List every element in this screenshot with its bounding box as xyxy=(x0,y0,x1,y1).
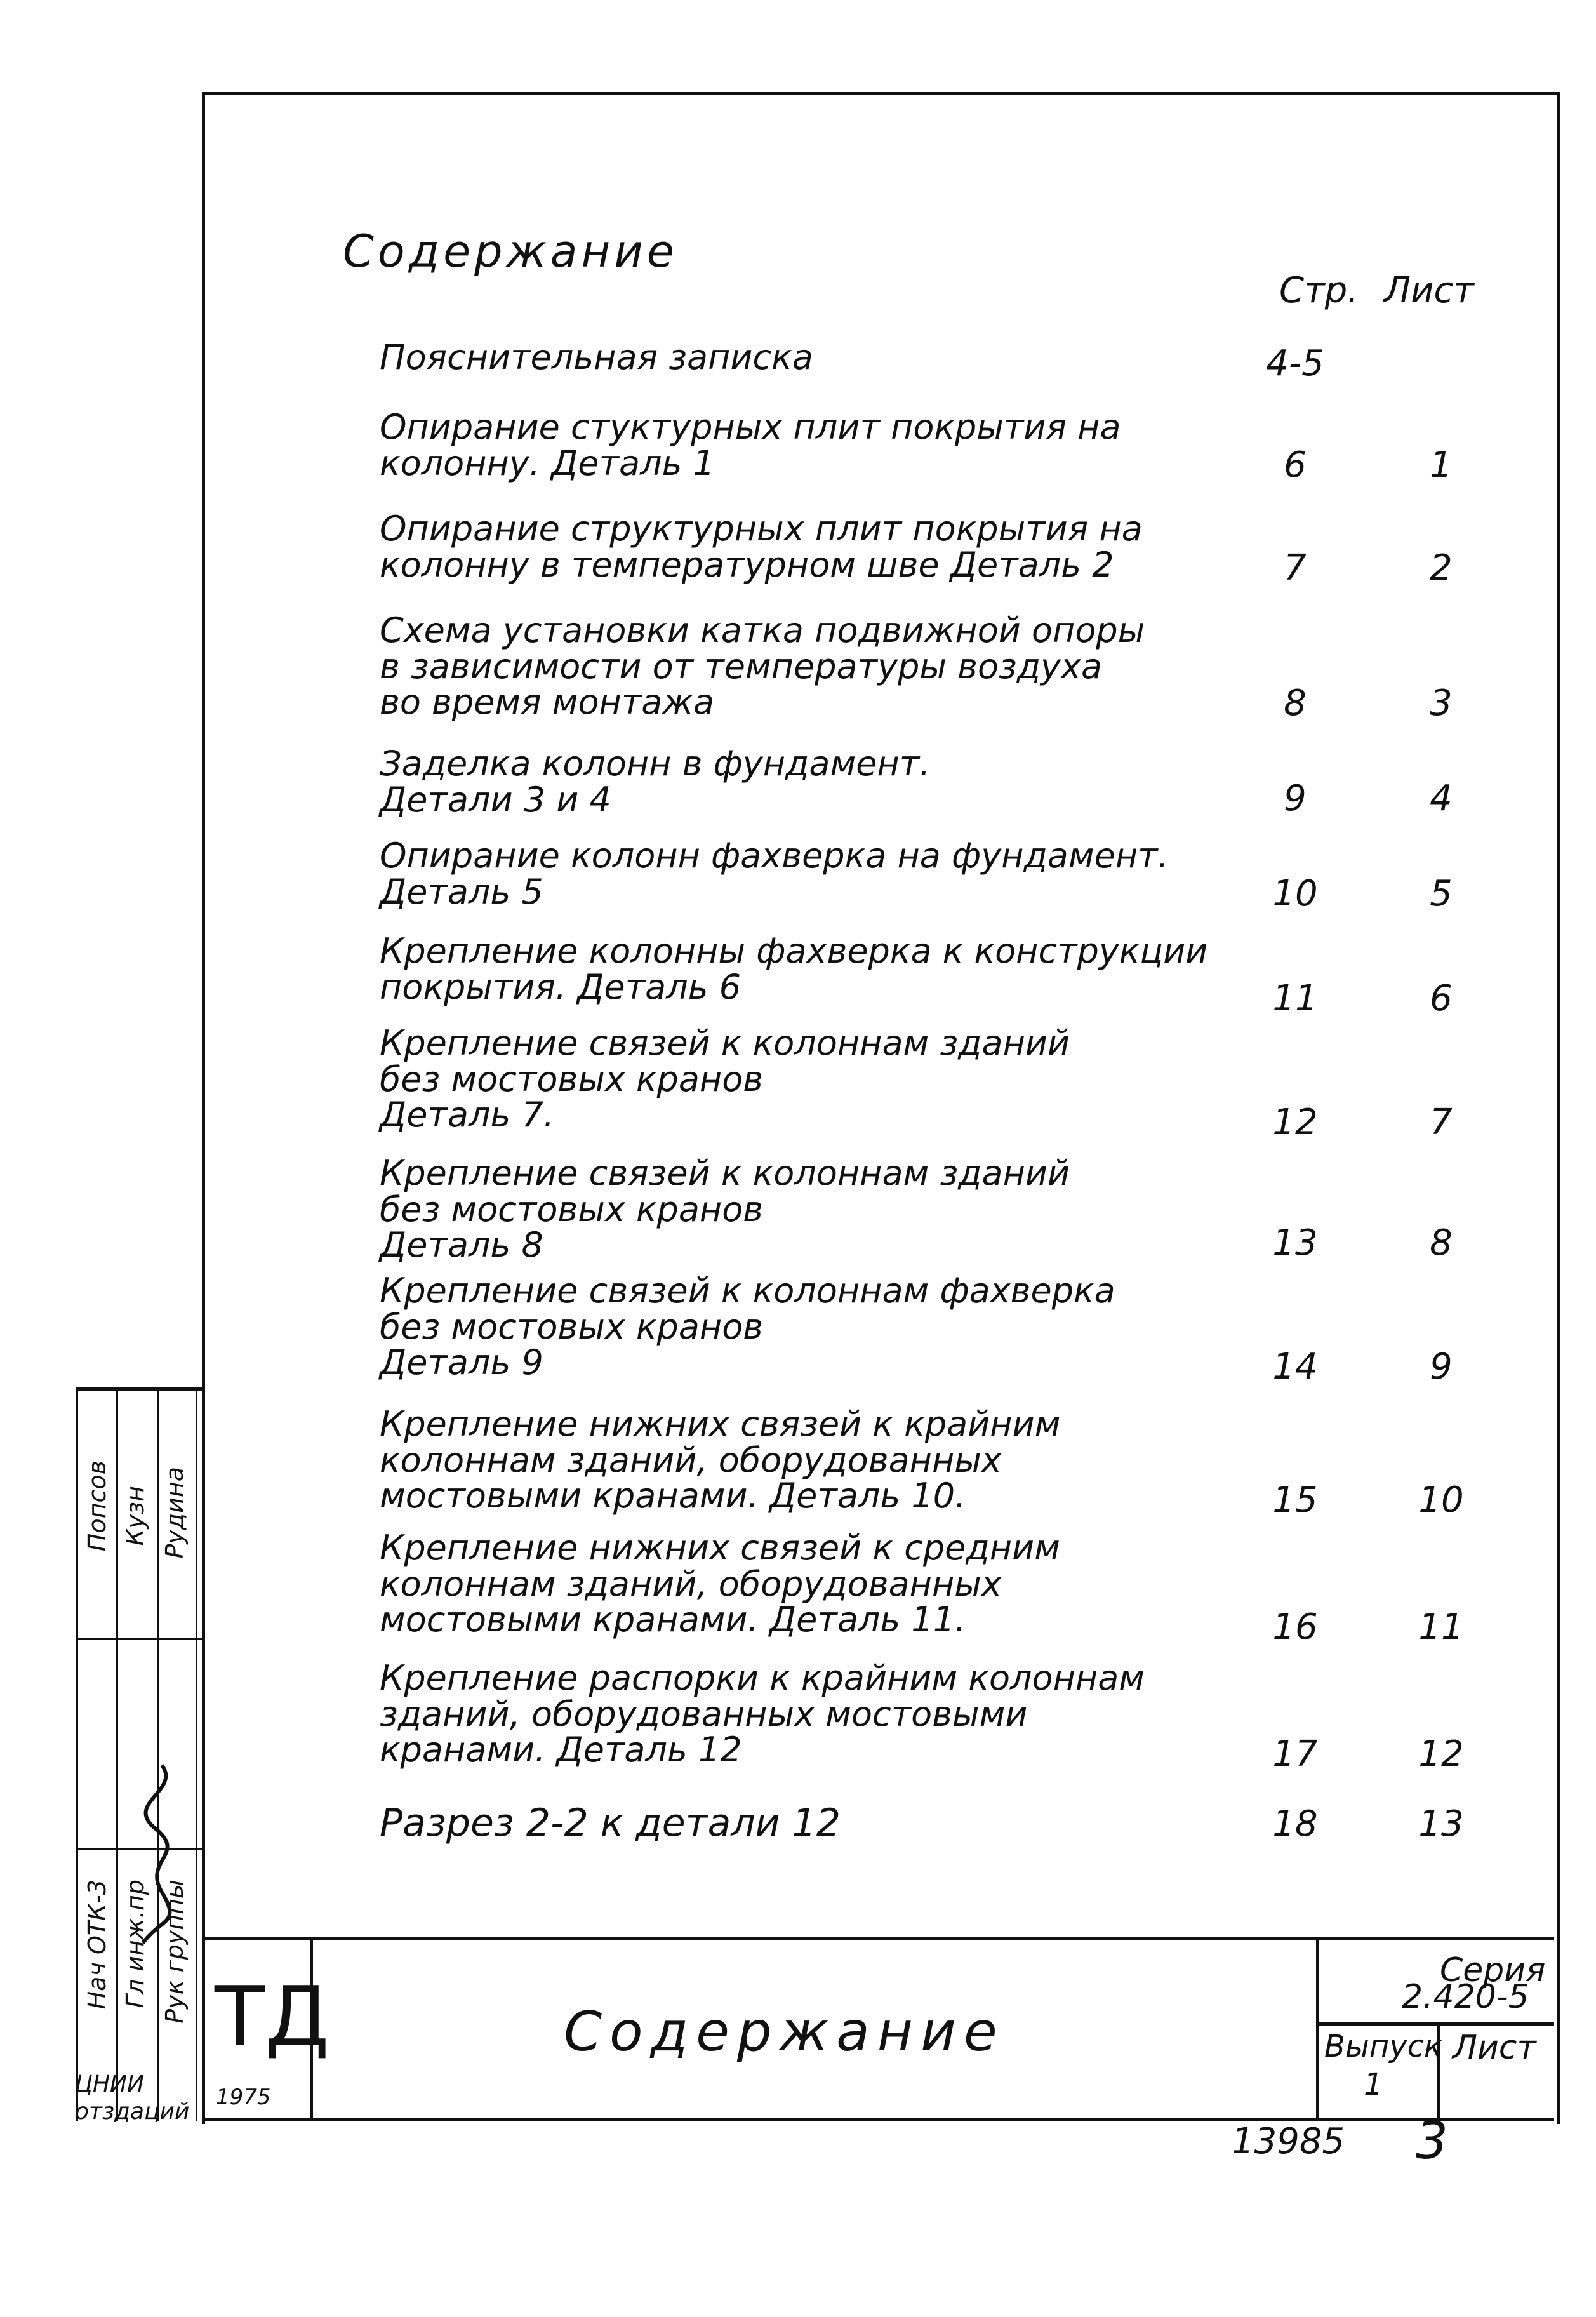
page-number: 3 xyxy=(1416,2111,1448,2170)
signature-icon xyxy=(136,1753,200,1956)
toc-sheet: 7 xyxy=(1430,1102,1453,1143)
series-label: Серия xyxy=(1440,1951,1546,1989)
archive-number: 13985 xyxy=(1232,2121,1345,2162)
toc-entry: Заделка колонн в фундамент. Детали 3 и 4 xyxy=(380,744,931,820)
title-block xyxy=(202,1937,1554,2121)
toc-entry: Крепление нижних связей к средним колоннам зданий, оборудованных мостовыми кранами. Деталь 11. xyxy=(380,1528,1060,1640)
toc-entry: Опирание стуктурных плит покрытия на колонну. Деталь 1 xyxy=(380,407,1121,483)
toc-page: 16 xyxy=(1272,1606,1318,1648)
toc-entry: Опирание колонн фахверка на фундамент. Деталь 5 xyxy=(380,836,1169,912)
stamp-name: Кузн xyxy=(121,1486,149,1546)
toc-page: 17 xyxy=(1272,1733,1318,1775)
toc-sheet: 13 xyxy=(1418,1803,1464,1845)
toc-sheet: 9 xyxy=(1430,1346,1453,1387)
toc-page: 7 xyxy=(1284,547,1307,589)
toc-page: 8 xyxy=(1284,683,1307,724)
toc-entry: Разрез 2-2 к детали 12 xyxy=(380,1801,841,1845)
title-block-info xyxy=(1316,1940,1554,2118)
series-value: 2.420-5 xyxy=(1402,1978,1529,2016)
toc-sheet: 4 xyxy=(1430,778,1453,819)
logo-cell xyxy=(202,1940,329,2118)
toc-entry: Схема установки катка подвижной опоры в зависимости от температуры воздуха во время монтажа xyxy=(380,610,1145,723)
toc-entry: Крепление связей к колоннам зданий без мостовых кранов Деталь 7. xyxy=(380,1023,1070,1135)
toc-entry: Крепление колонны фахверка к конструкции покрытия. Деталь 6 xyxy=(380,931,1208,1007)
toc-entry: Крепление нижних связей к крайним колоннам зданий, оборудованных мостовыми кранами. Деталь 10. xyxy=(380,1404,1061,1516)
toc-page: 12 xyxy=(1272,1102,1318,1143)
column-header-page: Стр. xyxy=(1279,270,1359,311)
toc-page: 10 xyxy=(1272,873,1318,914)
org-name: ЦНИИ xyxy=(75,2071,144,2097)
issue-label: Выпуск xyxy=(1324,2029,1442,2064)
toc-entry: Крепление распорки к крайним колоннам зданий, оборудованных мостовыми кранами. Деталь 12 xyxy=(380,1658,1145,1770)
toc-page: 14 xyxy=(1272,1346,1318,1387)
toc-page: 18 xyxy=(1272,1803,1318,1845)
stamp-role: Рук группы xyxy=(161,1880,189,2024)
org-name: отздаций xyxy=(75,2099,190,2125)
toc-entry: Опирание структурных плит покрытия на колонну в температурном шве Деталь 2 xyxy=(380,509,1143,585)
toc-page: 15 xyxy=(1272,1479,1318,1521)
document-title: Содержание xyxy=(343,225,678,277)
toc-entry: Пояснительная записка xyxy=(380,337,813,377)
title-block-title: Содержание xyxy=(564,2000,1005,2064)
toc-page: 11 xyxy=(1272,978,1318,1019)
toc-page: 9 xyxy=(1284,778,1307,819)
toc-sheet: 6 xyxy=(1430,978,1453,1019)
toc-entry: Крепление связей к колоннам зданий без мостовых кранов Деталь 8 xyxy=(380,1153,1070,1265)
logo: ТД xyxy=(215,1968,329,2065)
stamp-name: Попсов xyxy=(83,1460,111,1552)
toc-page: 13 xyxy=(1272,1222,1318,1264)
column-header-sheet: Лист xyxy=(1384,270,1474,311)
stamp-role: Нач ОТК-3 xyxy=(83,1880,111,2010)
sheet-label: Лист xyxy=(1453,2029,1536,2067)
toc-sheet: 2 xyxy=(1430,547,1453,589)
toc-sheet: 12 xyxy=(1418,1733,1464,1775)
toc-sheet: 11 xyxy=(1418,1606,1464,1648)
stamp-role: Гл инж.пр xyxy=(121,1880,149,2008)
toc-entry: Крепление связей к колоннам фахверка без мостовых кранов Деталь 9 xyxy=(380,1271,1115,1383)
toc-page: 4-5 xyxy=(1266,343,1324,384)
stamp-name: Рудина xyxy=(161,1467,189,1559)
issue-value: 1 xyxy=(1364,2067,1383,2102)
toc-sheet: 10 xyxy=(1418,1479,1464,1521)
toc-page: 6 xyxy=(1284,444,1307,486)
toc-sheet: 8 xyxy=(1430,1222,1453,1264)
toc-sheet: 1 xyxy=(1430,444,1453,486)
year: 1975 xyxy=(216,2085,271,2110)
toc-sheet: 5 xyxy=(1430,873,1453,914)
toc-sheet: 3 xyxy=(1430,683,1453,724)
